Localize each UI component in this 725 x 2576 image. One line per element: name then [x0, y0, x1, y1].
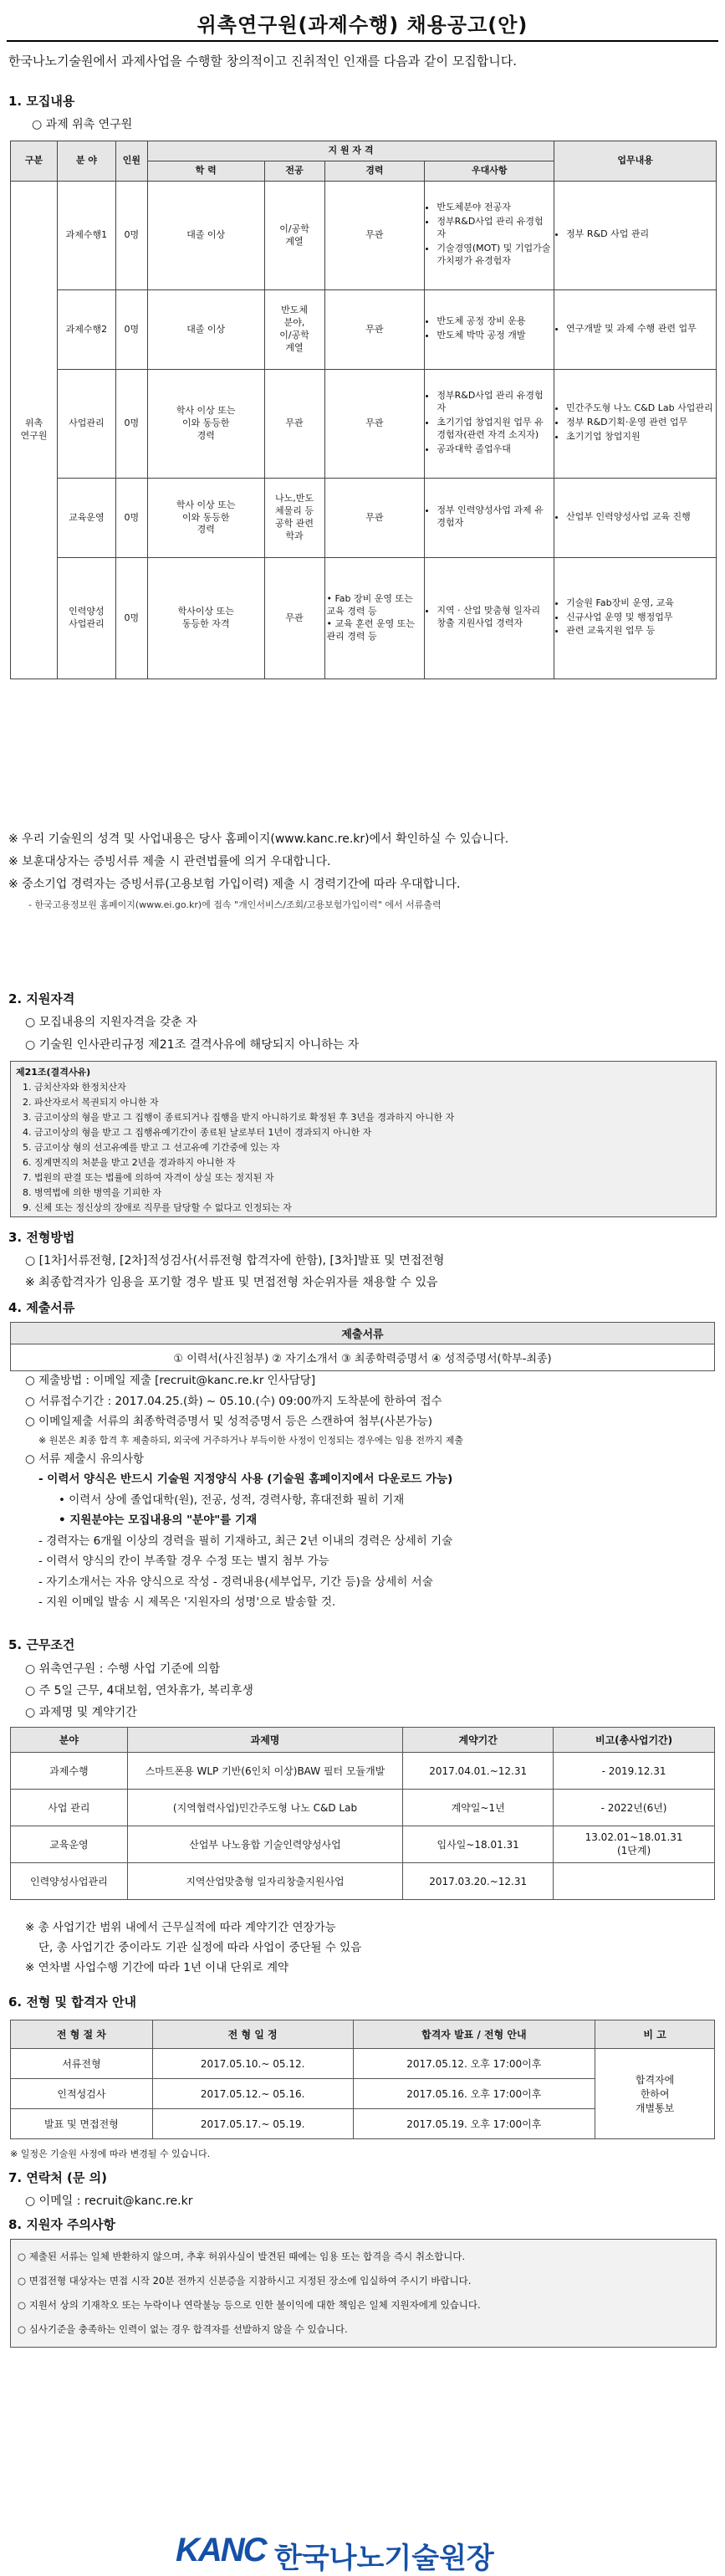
task-list-item: • 정부 R&D 사업 관리: [566, 228, 714, 241]
caution-email: - 지원 이메일 발송 시 제목은 '지원자의 성명'으로 발송할 것.: [38, 1595, 336, 1609]
preference-list-item: • 초기기업 창업지원 업무 유경험자(관련 자격 소지자): [437, 417, 552, 442]
caution-item: ○ 제출된 서류는 일체 반환하지 않으며, 추후 허위사실이 발견된 때에는 임용 또는 합격을 즉시 취소합니다.: [18, 2251, 466, 2262]
career-cell: 무관: [324, 479, 425, 558]
institute-signature: 한국나노기술원장: [274, 2542, 494, 2575]
disqualification-list: [11, 1080, 716, 1216]
note-1: ※ 우리 기술원의 성격 및 사업내용은 당사 홈페이지(www.kanc.re.kr)에서 확인하실 수 있습니다.: [8, 832, 509, 846]
task-cell: [554, 290, 717, 370]
task-list-item: • 연구개발 및 과제 수행 관련 업무: [566, 323, 714, 335]
qualification-row: [11, 370, 717, 479]
count-cell: 0명: [115, 182, 147, 290]
schedule-header-cell: 전 형 절 차: [11, 2020, 153, 2049]
schedule-cell: 2017.05.12.~ 05.16.: [152, 2079, 353, 2109]
contract-header-cell: 분야: [11, 1728, 128, 1753]
preference-cell: [425, 290, 554, 370]
contract-cell: 입사일~18.01.31: [403, 1826, 554, 1863]
disqualification-item: 3. 금고이상의 형을 받고 그 집행이 종료되거나 집행을 받지 아니하기로 확정된 후 3년을 경과하지 아니한 자: [23, 1112, 455, 1123]
schedule-cell: 2017.05.12. 오후 17:00이후: [353, 2049, 595, 2079]
schedule-remark: 합격자에 한하여 개별통보: [595, 2049, 715, 2139]
th-field: 분 야: [57, 141, 115, 182]
section-3-line-1: ○ [1차]서류전형, [2차]적성검사(서류전형 합격자에 한함), [3차]발표 및 면접전형: [25, 1254, 445, 1268]
qualification-row: [11, 182, 717, 290]
submit-scan-note: ※ 원본은 최종 합격 후 제출하되, 외국에 거주하거나 부득이한 사정이 인정되는 경우에는 임용 전까지 제출: [38, 1434, 463, 1446]
task-list-item: • 기술원 Fab장비 운영, 교육: [566, 597, 714, 610]
field-cell: 과제수행1: [57, 182, 115, 290]
note-3-sub: - 한국고용정보원 홈페이지(www.ei.go.kr)에 접속 "개인서비스/조회/고용보험가입이력" 에서 서류출력: [28, 899, 442, 910]
preference-list-item: • 공과대학 졸업우대: [437, 443, 552, 456]
count-cell: 0명: [115, 370, 147, 479]
caution-item: ○ 심사기준을 충족하는 인력이 없는 경우 합격자를 선발하지 않을 수 있습니다.: [18, 2323, 348, 2335]
th-education: 학 력: [147, 161, 264, 182]
submission-notes: [25, 1370, 719, 1613]
task-list-item: • 정부 R&D기획·운영 관련 업무: [566, 417, 714, 429]
contract-cell: - 2019.12.31: [554, 1753, 715, 1790]
major-cell: 나노,반도 체물리 등 공학 관련 학과: [264, 479, 324, 558]
qualification-row: [11, 479, 717, 558]
schedule-header-cell: 비 고: [595, 2020, 715, 2049]
schedule-header: [11, 2020, 715, 2049]
work-condition-2: ○ 주 5일 근무, 4대보험, 연차휴가, 복리후생: [25, 1684, 253, 1698]
caution-fields: • 이력서 상에 졸업대학(원), 전공, 성적, 경력사항, 휴대전화 필히 기재: [59, 1493, 405, 1507]
major-cell: 반도체 분야, 이/공학 계열: [264, 290, 324, 370]
preference-list-item: • 정부 인력양성사업 과제 유경험자: [437, 504, 552, 530]
contract-cell: 스마트폰용 WLP 기반(6인치 이상)BAW 필터 모듈개발: [127, 1753, 402, 1790]
disqualification-box: [10, 1061, 717, 1217]
contract-cell: [554, 1863, 715, 1900]
preference-cell: [425, 182, 554, 290]
contract-notes: [25, 1918, 361, 1978]
contract-row: [11, 1863, 715, 1900]
documents-table: [10, 1322, 715, 1371]
th-count: 인원: [115, 141, 147, 182]
qualification-row: [11, 558, 717, 679]
title-divider: [7, 40, 718, 42]
field-cell: 과제수행2: [57, 290, 115, 370]
schedule-table: [10, 2020, 715, 2139]
preference-cell: [425, 479, 554, 558]
category-cell: 위촉 연구원: [11, 182, 58, 679]
contract-rows: [11, 1753, 715, 1900]
contract-cell: 2017.03.20.~12.31: [403, 1863, 554, 1900]
contract-note-2: 단, 총 사업기간 중이라도 기관 실정에 따라 사업이 중단될 수 있음: [38, 1941, 362, 1954]
task-list-item: • 관련 교육지원 업무 등: [566, 625, 714, 638]
preference-cell: [425, 370, 554, 479]
task-cell: [554, 558, 717, 679]
th-major: 전공: [264, 161, 324, 182]
career-cell: 무관: [324, 182, 425, 290]
submit-period: ○ 서류접수기간 : 2017.04.25.(화) ~ 05.10.(수) 09:00까지 도착분에 한하여 접수: [25, 1394, 442, 1408]
submit-caution: ○ 서류 제출시 유의사항: [25, 1452, 145, 1466]
caution-intro: - 자기소개서는 자유 양식으로 작성 - 경력내용(세부업무, 기간 등)을 상세히 서술: [38, 1575, 433, 1589]
task-list: [556, 402, 714, 443]
contract-cell: - 2022년(6년): [554, 1790, 715, 1826]
work-condition-3: ○ 과제명 및 계약기간: [25, 1706, 137, 1719]
cautions-box: [10, 2239, 717, 2348]
disqualification-item: 6. 징계면직의 처분을 받고 2년을 경과하지 아니한 자: [23, 1157, 236, 1168]
disqualification-item: 2. 파산자로서 복권되지 아니한 자: [23, 1097, 159, 1108]
major-cell: 이/공학 계열: [264, 182, 324, 290]
education-cell: 대졸 이상: [147, 290, 264, 370]
kanc-logo-mark: KANC: [176, 2532, 266, 2568]
work-conditions: [25, 1658, 253, 1723]
contract-cell: 2017.04.01.~12.31: [403, 1753, 554, 1790]
task-list-item: • 신규사업 운영 및 행정업무: [566, 612, 714, 624]
preference-cell: [425, 558, 554, 679]
schedule-header-cell: 합격자 발표 / 전형 안내: [353, 2020, 595, 2049]
task-cell: [554, 182, 717, 290]
contract-row: [11, 1753, 715, 1790]
cautions-list: [11, 2240, 716, 2347]
section-1-sub: ○ 과제 위촉 연구원: [32, 118, 133, 131]
contract-note-1: ※ 총 사업기간 범위 내에서 근무실적에 따라 계약기간 연장가능: [25, 1921, 336, 1934]
task-list: [556, 228, 714, 241]
section-2-heading: 2. 지원자격: [8, 991, 75, 1006]
qualification-table: [10, 141, 717, 679]
schedule-cell: 서류전형: [11, 2049, 153, 2079]
contract-cell: 인력양성사업관리: [11, 1863, 128, 1900]
section-1-notes: [8, 828, 719, 914]
count-cell: 0명: [115, 558, 147, 679]
preference-list-item: • 반도체 공정 장비 운용: [437, 315, 552, 328]
schedule-cell: 인적성검사: [11, 2079, 153, 2109]
disqualification-item: 8. 병역법에 의한 병역을 기피한 자: [23, 1187, 162, 1198]
education-cell: 대졸 이상: [147, 182, 264, 290]
qualification-row: [11, 290, 717, 370]
schedule-row: [11, 2049, 715, 2079]
th-category: 구분: [11, 141, 58, 182]
contract-header-cell: 비고(총사업기간): [554, 1728, 715, 1753]
submit-method: ○ 제출방법 : 이메일 제출 [recruit@kanc.re.kr 인사담당]: [25, 1374, 316, 1387]
contract-cell: 과제수행: [11, 1753, 128, 1790]
disqualification-item: 5. 금고이상 형의 선고유예를 받고 그 선고유예 기간중에 있는 자: [23, 1142, 280, 1153]
section-1-heading: 1. 모집내용: [8, 94, 75, 109]
note-3: ※ 중소기업 경력자는 증빙서류(고용보험 가입이력) 제출 시 경력기간에 따라 우대합니다.: [8, 878, 461, 891]
career-cell: 무관: [324, 370, 425, 479]
work-condition-1: ○ 위촉연구원 : 수행 사업 기준에 의함: [25, 1662, 220, 1676]
contract-row: [11, 1790, 715, 1826]
task-list-item: • 산업부 인력양성사업 교육 진행: [566, 511, 714, 524]
task-list-item: • 민간주도형 나노 C&D Lab 사업관리: [566, 402, 714, 415]
major-cell: 무관: [264, 558, 324, 679]
count-cell: 0명: [115, 479, 147, 558]
disqualification-item: 9. 신체 또는 정신상의 장애로 직무를 담당할 수 없다고 인정되는 자: [23, 1202, 292, 1213]
field-cell: 교육운영: [57, 479, 115, 558]
section-4-heading: 4. 제출서류: [8, 1300, 75, 1315]
disqualification-item: 4. 금고이상의 형을 받고 그 집행유예기간이 종료된 날로부터 1년이 경과되지 아니한 자: [23, 1127, 372, 1138]
schedule-cell: 2017.05.17.~ 05.19.: [152, 2109, 353, 2139]
caution-extra: - 이력서 양식의 칸이 부족할 경우 수정 또는 별지 첨부 가능: [38, 1554, 329, 1568]
schedule-cell: 2017.05.16. 오후 17:00이후: [353, 2079, 595, 2109]
preference-list-item: • 기술경영(MOT) 및 기업가술가치평가 유경험자: [437, 243, 552, 268]
contract-header-cell: 계약기간: [403, 1728, 554, 1753]
task-list-item: • 초기기업 창업지원: [566, 431, 714, 443]
section-2-line-2: ○ 기술원 인사관리규정 제21조 결격사유에 해당되지 아니하는 자: [25, 1038, 360, 1052]
preference-list-item: • 반도체분야 전공자: [437, 202, 552, 214]
disqualification-item: 7. 법원의 판결 또는 법률에 의하여 자격이 상실 또는 정지된 자: [23, 1172, 274, 1183]
schedule-note: ※ 일정은 기술원 사정에 따라 변경될 수 있습니다.: [10, 2148, 211, 2159]
documents-title: 제출서류: [11, 1323, 715, 1344]
section-5-heading: 5. 근무조건: [8, 1637, 75, 1652]
task-cell: [554, 479, 717, 558]
task-list: [556, 511, 714, 524]
caution-form: - 이력서 양식은 반드시 기술원 지정양식 사용 (기술원 홈페이지에서 다운로드 가능): [38, 1472, 453, 1486]
page-title: 위촉연구원(과제수행) 채용공고(안): [197, 13, 528, 37]
preference-list: [426, 605, 552, 630]
contract-table: [10, 1727, 715, 1900]
preference-list: [426, 504, 552, 530]
contract-note-3: ※ 연차별 사업수행 기간에 따라 1년 이내 단위로 계약: [25, 1961, 289, 1974]
caution-career: - 경력자는 6개월 이상의 경력을 필히 기재하고, 최근 2년 이내의 경력은 상세히 기술: [38, 1534, 453, 1548]
intro-text: 한국나노기술원에서 과제사업을 수행할 창의적이고 진취적인 인재를 다음과 같이 모집합니다.: [8, 54, 518, 69]
preference-list-item: • 반도체 박막 공정 개발: [437, 330, 552, 342]
schedule-cell: 2017.05.10.~ 05.12.: [152, 2049, 353, 2079]
schedule-rows: [11, 2049, 715, 2139]
note-2: ※ 보훈대상자는 증빙서류 제출 시 관련법률에 의거 우대합니다.: [8, 855, 331, 868]
task-list: [556, 597, 714, 638]
th-qualification: 지 원 자 격: [147, 141, 554, 161]
field-cell: 사업관리: [57, 370, 115, 479]
disqualification-item: 1. 금치산자와 한정치산자: [23, 1082, 126, 1093]
contract-cell: 산업부 나노융합 기술인력양성사업: [127, 1826, 402, 1863]
preference-list: [426, 202, 552, 267]
caution-item: ○ 지원서 상의 기재착오 또는 누락이나 연락불능 등으로 인한 불이익에 대한 책임은 일체 지원자에게 있습니다.: [18, 2299, 481, 2311]
contract-cell: 13.02.01~18.01.31 (1단계): [554, 1826, 715, 1863]
th-task: 업무내용: [554, 141, 717, 182]
schedule-cell: 발표 및 면접전형: [11, 2109, 153, 2139]
submit-scan: ○ 이메일제출 서류의 최종학력증명서 및 성적증명서 등은 스캔하여 첨부(사본가능): [25, 1415, 432, 1428]
education-cell: 학사 이상 또는 이와 동등한 경력: [147, 479, 264, 558]
caution-item: ○ 면접전형 대상자는 면접 시작 20분 전까지 신분증을 지참하시고 지정된 장소에 입실하여 주시기 바랍니다.: [18, 2275, 472, 2287]
section-6-heading: 6. 전형 및 합격자 안내: [8, 1995, 136, 2010]
education-cell: 학사 이상 또는 이와 동등한 경력: [147, 370, 264, 479]
section-2-line-1: ○ 모집내용의 지원자격을 갖춘 자: [25, 1016, 197, 1029]
contract-cell: 교육운영: [11, 1826, 128, 1863]
section-3-heading: 3. 전형방법: [8, 1230, 75, 1245]
section-7-heading: 7. 연락처 (문 의): [8, 2170, 107, 2185]
preference-list: [426, 315, 552, 342]
contract-cell: 사업 관리: [11, 1790, 128, 1826]
documents-list: ① 이력서(사진첨부) ② 자기소개서 ③ 최종학력증명서 ④ 성적증명서(학부-최종): [11, 1344, 715, 1371]
contract-cell: (지역협력사업)민간주도형 나노 C&D Lab: [127, 1790, 402, 1826]
count-cell: 0명: [115, 290, 147, 370]
section-8-heading: 8. 지원자 주의사항: [8, 2217, 116, 2232]
disqualification-title: 제21조(결격사유): [16, 1067, 91, 1078]
preference-list: [426, 390, 552, 455]
task-list: [556, 323, 714, 335]
field-cell: 인력양성 사업관리: [57, 558, 115, 679]
preference-list-item: • 정부R&D사업 관리 유경험자: [437, 390, 552, 415]
career-cell: • Fab 장비 운영 또는 교육 경력 등 • 교육 훈련 운영 또는 관리 경력 등: [324, 558, 425, 679]
th-preference: 우대사항: [425, 161, 554, 182]
contract-cell: 계약일~1년: [403, 1790, 554, 1826]
section-3-line-2: ※ 최종합격자가 임용을 포기할 경우 발표 및 면접전형 차순위자를 채용할 수 있음: [25, 1276, 438, 1289]
schedule-header-cell: 전 형 일 정: [152, 2020, 353, 2049]
major-cell: 무관: [264, 370, 324, 479]
contact-email: ○ 이메일 : recruit@kanc.re.kr: [25, 2194, 193, 2208]
contract-header-cell: 과제명: [127, 1728, 402, 1753]
education-cell: 학사이상 또는 동등한 자격: [147, 558, 264, 679]
caution-field-name: • 지원분야는 모집내용의 "분야"를 기재: [59, 1513, 258, 1527]
th-career: 경력: [324, 161, 425, 182]
schedule-cell: 2017.05.19. 오후 17:00이후: [353, 2109, 595, 2139]
preference-list-item: • 정부R&D사업 관리 유경험자: [437, 216, 552, 241]
contract-header: [11, 1728, 715, 1753]
contract-row: [11, 1826, 715, 1863]
career-cell: 무관: [324, 290, 425, 370]
preference-list-item: • 지역 · 산업 맞춤형 일자리 창출 지원사업 경력자: [437, 605, 552, 630]
qualification-rows: [11, 182, 717, 679]
contract-cell: 지역산업맞춤형 일자리창출지원사업: [127, 1863, 402, 1900]
task-cell: [554, 370, 717, 479]
